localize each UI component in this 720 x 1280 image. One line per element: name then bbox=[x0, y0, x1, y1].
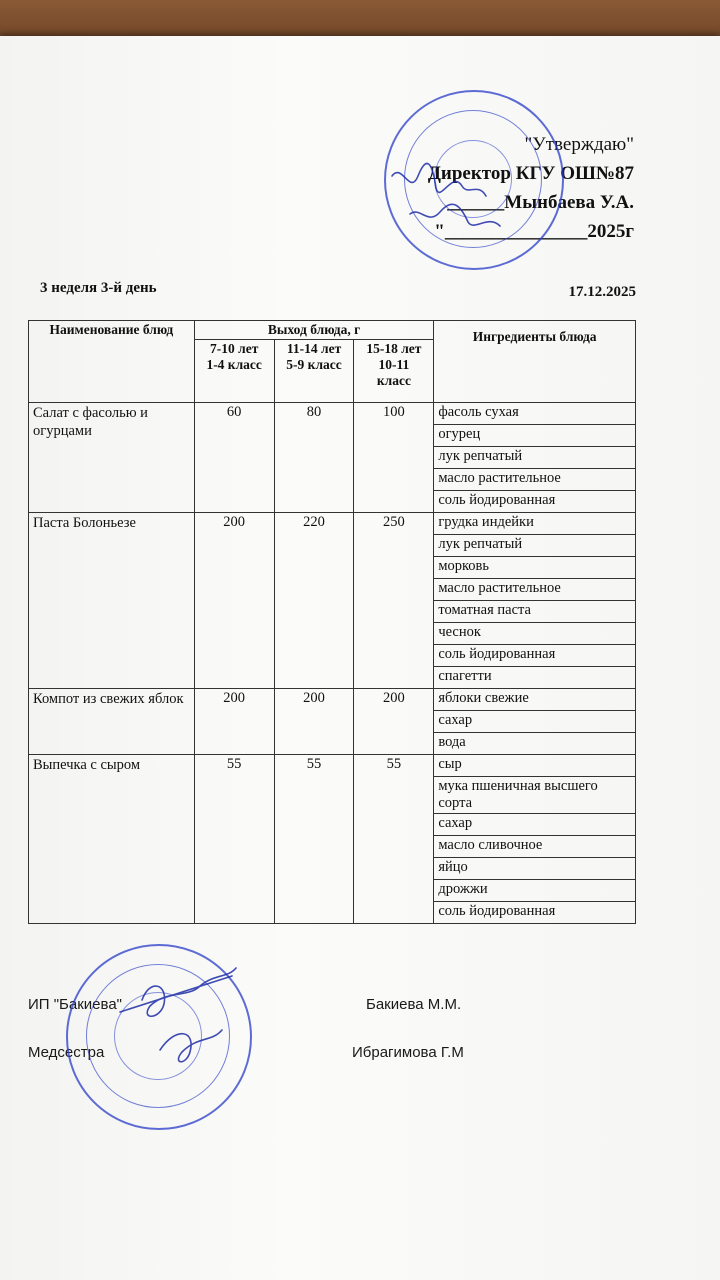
ingredient: вода bbox=[434, 733, 636, 755]
stamp-seal-top bbox=[384, 90, 564, 270]
approval-date: "_______________2025г bbox=[434, 221, 634, 242]
dish-output-3: 250 bbox=[354, 513, 434, 689]
menu-table bbox=[28, 320, 636, 924]
table-row bbox=[29, 403, 636, 425]
col-ingredients: Ингредиенты блюда bbox=[434, 321, 636, 403]
ingredient: соль йодированная bbox=[434, 902, 636, 924]
ingredient: чеснок bbox=[434, 623, 636, 645]
ingredient: грудка индейки bbox=[434, 513, 636, 535]
dish-output-2: 200 bbox=[274, 689, 354, 755]
approval-position: Директор КГУ ОШ№87 bbox=[427, 163, 634, 184]
ingredient: сахар bbox=[434, 814, 636, 836]
ingredient: соль йодированная bbox=[434, 491, 636, 513]
ingredient: масло растительное bbox=[434, 469, 636, 491]
ip-name: Бакиева М.М. bbox=[366, 996, 462, 1013]
dish-output-3: 200 bbox=[354, 689, 434, 755]
dish-name: Салат с фасолью и огурцами bbox=[29, 403, 195, 513]
dish-output-3: 55 bbox=[354, 755, 434, 924]
ingredient: дрожжи bbox=[434, 880, 636, 902]
dish-output-2: 80 bbox=[274, 403, 354, 513]
dish-output-3: 100 bbox=[354, 403, 434, 513]
table-row bbox=[29, 689, 636, 711]
ingredient: томатная паста bbox=[434, 601, 636, 623]
ingredient: сахар bbox=[434, 711, 636, 733]
ip-label: ИП "Бакиева" bbox=[28, 996, 122, 1013]
menu-header bbox=[40, 280, 636, 300]
table-row bbox=[29, 755, 636, 777]
ingredient: яблоки свежие bbox=[434, 689, 636, 711]
dish-output-2: 220 bbox=[274, 513, 354, 689]
approval-title: "Утверждаю" bbox=[524, 134, 634, 155]
table-row bbox=[29, 513, 636, 535]
dish-name: Паста Болоньезе bbox=[29, 513, 195, 689]
ingredient: огурец bbox=[434, 425, 636, 447]
col-dish-name: Наименование блюд bbox=[29, 321, 195, 403]
dish-output-1: 200 bbox=[194, 689, 274, 755]
col-output: Выход блюда, г bbox=[194, 321, 434, 340]
dish-output-1: 60 bbox=[194, 403, 274, 513]
nurse-name: Ибрагимова Г.М bbox=[352, 1044, 464, 1061]
ingredient: масло сливочное bbox=[434, 836, 636, 858]
week-day-label: 3 неделя 3-й день bbox=[40, 280, 157, 296]
ingredient: мука пшеничная высшего сорта bbox=[434, 777, 636, 814]
menu-date: 17.12.2025 bbox=[568, 284, 636, 300]
nurse-label: Медсестра bbox=[28, 1044, 105, 1061]
ingredient: лук репчатый bbox=[434, 447, 636, 469]
ingredient: морковь bbox=[434, 557, 636, 579]
approval-name: ______Мынбаева У.А. bbox=[447, 192, 634, 213]
table-header-row bbox=[29, 321, 636, 340]
dish-output-1: 200 bbox=[194, 513, 274, 689]
dish-name: Компот из свежих яблок bbox=[29, 689, 195, 755]
ingredient: масло растительное bbox=[434, 579, 636, 601]
age-group-3: 15-18 лет 10-11 класс bbox=[354, 340, 434, 403]
ingredient: фасоль сухая bbox=[434, 403, 636, 425]
dish-name: Выпечка с сыром bbox=[29, 755, 195, 924]
ingredient: спагетти bbox=[434, 667, 636, 689]
ingredient: лук репчатый bbox=[434, 535, 636, 557]
dish-output-2: 55 bbox=[274, 755, 354, 924]
age-group-2: 11-14 лет 5-9 класс bbox=[274, 340, 354, 403]
ingredient: яйцо bbox=[434, 858, 636, 880]
dish-output-1: 55 bbox=[194, 755, 274, 924]
ingredient: соль йодированная bbox=[434, 645, 636, 667]
age-group-1: 7-10 лет 1-4 класс bbox=[194, 340, 274, 403]
stamp-seal-bottom bbox=[66, 944, 252, 1130]
ingredient: сыр bbox=[434, 755, 636, 777]
